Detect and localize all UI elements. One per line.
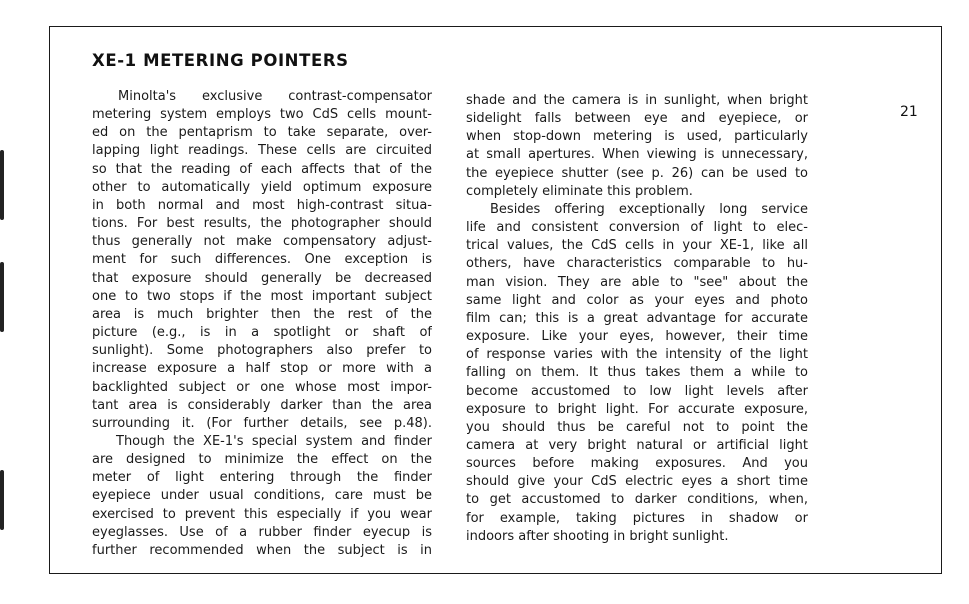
binding-edge-mark-bottom <box>0 470 4 530</box>
text-line: are designed to minimize the effect on the <box>92 452 432 468</box>
text-line: tions. For best results, the photographer should <box>92 216 432 232</box>
text-line: falling on them. It thus takes them a while to <box>466 365 808 381</box>
left-column <box>92 88 432 560</box>
binding-edge-mark-top <box>0 150 4 220</box>
text-line: exposure to bright light. For accurate exposure, <box>466 401 808 417</box>
text-line: lapping light readings. These cells are circuited <box>92 143 432 159</box>
right-column <box>466 92 808 546</box>
text-line: man vision. They are able to "see" about the <box>466 274 808 290</box>
text-line: you should thus be careful not to point the <box>466 419 808 435</box>
text-line: that exposure should generally be decreased <box>92 270 432 286</box>
text-line: trical values, the CdS cells in your XE-1, like all <box>466 238 808 254</box>
text-line: sidelight falls between eye and eyepiece, or <box>466 111 808 127</box>
text-line: eyepiece under usual conditions, care must be <box>92 488 432 504</box>
text-line: life and consistent conversion of light to elec- <box>466 220 808 236</box>
text-line: exercised to prevent this especially if you wear <box>92 506 432 522</box>
text-line: others, have characteristics comparable to hu- <box>466 256 808 272</box>
page-number: 21 <box>900 104 918 120</box>
text-line: of response varies with the intensity of the light <box>466 347 808 363</box>
text-line: sources before making exposures. And you <box>466 456 808 472</box>
text-line: one to two stops if the most important subject <box>92 288 432 304</box>
text-line: Minolta's exclusive contrast-compensator <box>118 89 432 104</box>
page-title: XE-1 METERING POINTERS <box>92 51 349 70</box>
text-line: sunlight). Some photographers also prefer to <box>92 343 432 359</box>
text-line: become accustomed to low light levels after <box>466 383 808 399</box>
text-line: indoors after shooting in bright sunlight. <box>466 528 729 544</box>
text-line: area is much brighter then the rest of the <box>92 306 432 322</box>
text-line: Though the XE-1's special system and finder <box>116 433 432 449</box>
text-line: backlighted subject or one whose most impor- <box>92 379 432 395</box>
text-line: when stop-down metering is used, particularly <box>466 129 808 145</box>
text-line: film can; this is a great advantage for accurate <box>466 310 808 326</box>
text-line: thus generally not make compensatory adjust- <box>92 234 432 250</box>
text-line: for example, taking pictures in shadow or <box>466 510 808 526</box>
text-line: ment for such differences. One exception is <box>92 252 432 268</box>
text-line: to get accustomed to darker conditions, when, <box>466 492 808 508</box>
text-line: surrounding it. (For further details, see p.48). <box>92 415 432 431</box>
text-line: increase exposure a half stop or more with a <box>92 361 432 377</box>
binding-edge-mark-middle <box>0 262 4 332</box>
text-line: tant area is considerably darker than the area <box>92 397 432 413</box>
text-line: meter of light entering through the finder <box>92 470 432 486</box>
text-line: camera at very bright natural or artificial light <box>466 437 808 453</box>
text-line: metering system employs two CdS cells mount- <box>92 107 432 123</box>
text-line: so that the reading of each affects that of the <box>92 161 432 177</box>
text-line: in both normal and most high-contrast situa- <box>92 197 432 213</box>
text-line: picture (e.g., is in a spotlight or shaft of <box>92 325 432 341</box>
text-line: completely eliminate this problem. <box>466 183 693 199</box>
text-line: should give your CdS electric eyes a short time <box>466 474 808 490</box>
text-line: exposure. Like your eyes, however, their time <box>466 329 808 345</box>
text-line: eyeglasses. Use of a rubber finder eyecup is <box>92 524 432 540</box>
text-line: other to automatically yield optimum exposure <box>92 179 432 195</box>
text-line: at small apertures. When viewing is unnecessary, <box>466 147 808 163</box>
text-line: shade and the camera is in sunlight, when bright <box>466 93 808 108</box>
text-line: ed on the pentaprism to take separate, over- <box>92 125 432 141</box>
text-line: further recommended when the subject is in <box>92 542 432 558</box>
text-line: Besides offering exceptionally long service <box>490 201 808 217</box>
text-line: same light and color as your eyes and photo <box>466 292 808 308</box>
text-line: the eyepiece shutter (see p. 26) can be used to <box>466 165 808 181</box>
